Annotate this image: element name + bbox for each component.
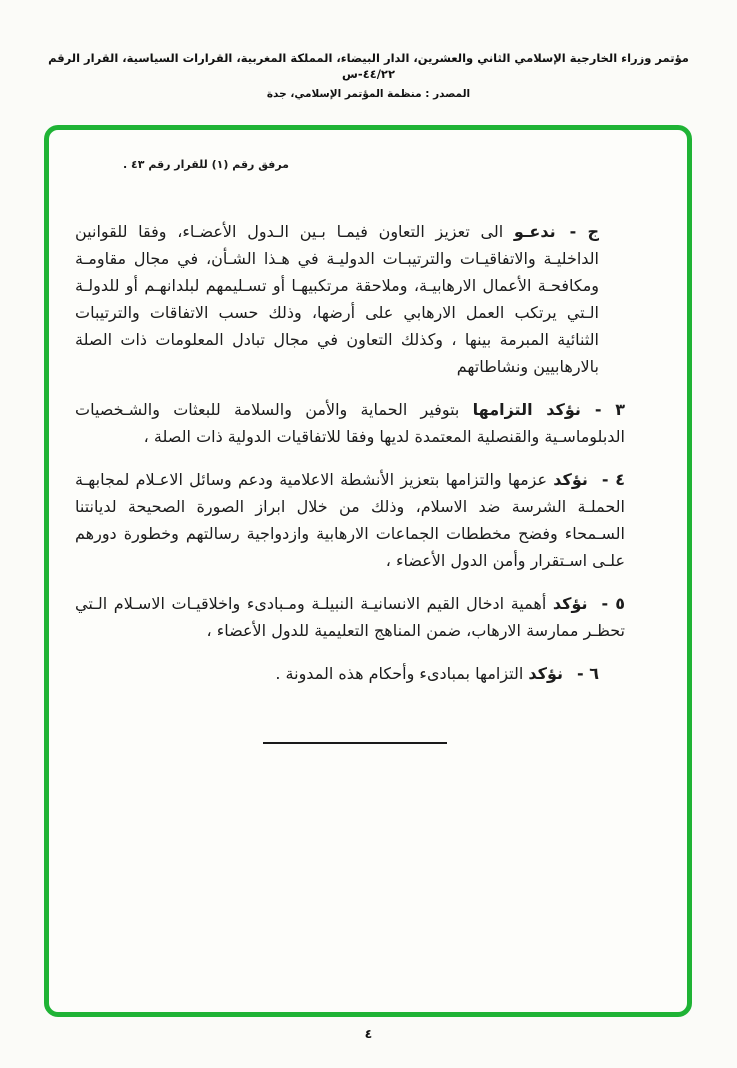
item-text: بتوفير الحماية والأمن والسلامة للبعثات والشـخصيات الدبلوماسـية والقنصلية المعتمدة لديها وفقا للاتفاقيات الدولية ذات الصلة ،	[75, 400, 625, 446]
resolution-item	[75, 396, 625, 450]
resolution-item	[75, 590, 625, 644]
item-lead: نؤكد	[528, 664, 564, 683]
item-marker: ٣ -	[594, 400, 626, 419]
item-text: الى تعزيز التعاون فيمـا بـين الـدول الأعضـاء، وفقا للقوانين الداخليـة والاتفاقيـات والترتيبـات الدوليـة في هـذا الشـأن، في مجال مقاومـة ومكافحـة الأعمال الارهابيـة، وملاحقة مرتكبيهـا أو تسـليمهم لبلدانهـم أو للدولـة الـتي يرتكب العمل الارهابي على أرضها، وذلك حسب الاتفاقات والترتيبات الثنائية المبرمة بينها ، وكذلك التعاون في مجال تبادل المعلومات ذات الصلة بالارهابيين ونشاطاتهم	[75, 222, 599, 376]
page-number: ٤	[364, 1026, 373, 1041]
item-marker: ٦ -	[577, 664, 599, 683]
resolution-item	[75, 466, 625, 574]
item-lead: نؤكد	[553, 470, 588, 489]
item-lead: نؤكد	[552, 594, 588, 613]
item-marker: ٤ -	[601, 470, 625, 489]
scanned-document-frame	[44, 125, 692, 1017]
item-lead: نؤكد التزامها	[472, 400, 581, 419]
item-text: عزمها والتزامها بتعزيز الأنشطة الاعلامية ودعم وسائل الاعـلام لمجابهـة الحملـة الشرسة ضد الاسلام، وذلك من خلال ابراز الصورة الصحيحة لديانتنا السـمحاء وفضح مخططات الجماعات الارهابية وازدواجية رسالتهم وخطورة دورهم علـى اسـتقرار وأمن الدول الأعضاء ،	[75, 470, 625, 570]
item-text: أهمية ادخال القيم الانسانيـة النبيلـة ومـبادىء واخلاقيـات الاسـلام الـتي تحظـر ممارسة الارهاب، ضمن المناهج التعليمية للدول الأعضاء ،	[75, 594, 625, 640]
resolution-item	[75, 218, 625, 380]
source-line: المصدر : منظمة المؤتمر الإسلامي، جدة	[266, 88, 471, 100]
section-divider-line	[263, 742, 447, 744]
item-lead: ندعـو	[513, 222, 556, 241]
citation-line: مؤتمر وزراء الخارجية الإسلامي الثاني والعشرين، الدار البيضاء، المملكة المغربية، القرارات السياسية، القرار الرقم ٤٤/٢٢-س	[48, 51, 689, 81]
resolution-body	[75, 218, 625, 703]
item-marker: ج -	[569, 222, 599, 241]
attachment-note: مرفق رقم (١) للقرار رقم ٤٣ .	[123, 158, 289, 171]
resolution-item	[75, 660, 625, 687]
item-marker: ٥ -	[601, 594, 625, 613]
bibliographic-header	[0, 50, 737, 100]
item-text: التزامها بمبادىء وأحكام هذه المدونة .	[275, 664, 524, 683]
